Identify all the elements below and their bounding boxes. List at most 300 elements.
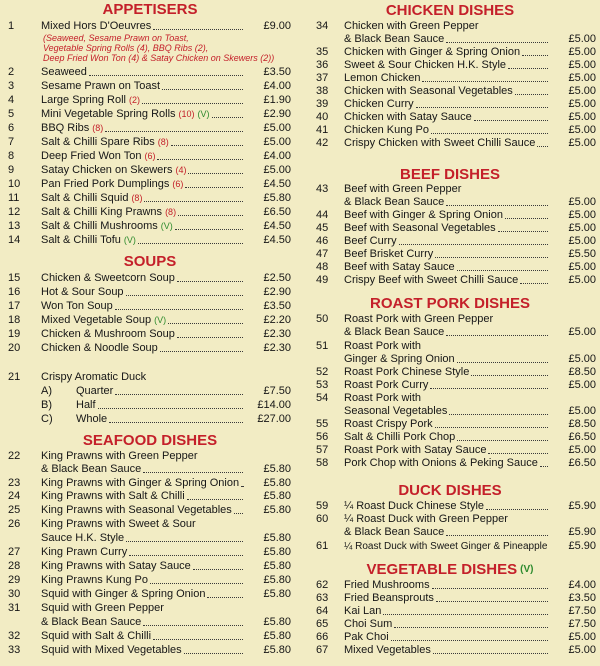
item-price: £5.80 [263,504,291,516]
dotted-leader [457,431,548,441]
menu-item [0,206,300,219]
item-name [41,371,146,384]
dotted-leader [143,616,243,626]
item-name-text: Lemon Chicken [344,72,421,84]
item-price: £7.50 [263,385,291,397]
item-description: (Seaweed, Sesame Prawn on Toast, [43,33,189,43]
item-price: £5.00 [568,72,596,84]
menu-item [0,630,300,643]
item-name-text: Pak Choi [344,631,389,643]
item-name-text: Chicken with Ginger & Spring Onion [344,46,521,58]
item-name-text: Sauce H.K. Style [41,532,125,544]
item-number: 65 [316,618,329,630]
dotted-leader [498,222,548,232]
item-number: 56 [316,431,329,443]
vegetarian-tag: (V) [197,109,210,119]
menu-item [300,326,600,339]
item-price: £2.30 [263,328,291,340]
menu-item [0,272,300,285]
dotted-leader [446,326,548,336]
menu-item [300,235,600,248]
dotted-leader [105,122,243,132]
menu-item [300,85,600,98]
item-name-text: & Black Bean Sauce [41,616,142,628]
menu-item [300,183,600,196]
item-number: 15 [8,272,21,284]
item-name [41,574,148,587]
item-price: £5.80 [263,574,291,586]
item-name [41,272,175,285]
item-name-text: Roast Pork with Satay Sauce [344,444,487,456]
item-number: 53 [316,379,329,391]
item-name-text: King Prawns with Sweet & Sour [41,518,196,530]
menu-item [0,342,300,355]
item-name-text: Roast Pork Curry [344,379,429,391]
item-name [344,209,503,222]
item-name-text: Roast Pork with [344,340,422,352]
item-quantity-note: (8) [165,207,177,217]
menu-item [300,457,600,470]
item-name-text: Chicken Curry [344,98,414,110]
dotted-leader [474,111,548,121]
item-name [344,72,420,85]
item-price: £4.50 [263,220,291,232]
menu-item [0,532,300,545]
item-number: 66 [316,631,329,643]
dotted-leader [520,274,548,284]
vegetarian-tag: (V) [123,235,136,245]
item-name-text: Salt & Chilli Pork Chop [344,431,456,443]
dotted-leader [449,405,548,415]
item-price: £5.80 [263,588,291,600]
item-name-text: Beef Curry [344,235,397,247]
dotted-leader [157,150,243,160]
item-name [344,379,428,392]
item-name [41,342,158,355]
item-price: £6.50 [568,457,596,469]
section-heading [300,2,600,19]
menu-item [300,540,600,553]
item-number: 47 [316,248,329,260]
dotted-leader [241,477,243,487]
section-heading-text: APPETISERS [102,1,198,18]
item-name-text: Beef with Satay Sauce [344,261,455,273]
item-price: £9.00 [263,20,291,32]
item-price: £5.00 [568,444,596,456]
item-name-text: Ginger & Spring Onion [344,353,455,365]
item-price: £5.50 [568,248,596,260]
menu-item [0,178,300,191]
menu-item [0,150,300,163]
item-name-text: Roast Crispy Pork [344,418,433,430]
dotted-leader [171,136,243,146]
item-quantity-note: (8) [131,193,143,203]
item-price: £3.50 [263,66,291,78]
item-name-text: Chicken & Mushroom Soup [41,328,175,340]
section-heading [300,295,600,312]
item-number: 4 [8,94,15,106]
item-name-text: Chicken with Satay Sauce [344,111,472,123]
item-name [344,366,469,379]
item-number: 1 [8,20,15,32]
item-number: 14 [8,234,21,246]
menu-item [300,222,600,235]
item-name-text: Sesame Prawn on Toast [41,80,161,92]
item-name-text: Squid with Mixed Vegetables [41,644,182,656]
item-number: 44 [316,209,329,221]
item-name-text: Seaweed [41,66,87,78]
item-quantity-note: (6) [144,151,156,161]
dotted-leader [153,20,243,30]
section-heading-text: ROAST PORK DISHES [369,295,531,312]
menu-item [300,353,600,366]
item-price: £5.80 [263,644,291,656]
item-name-text: Half [76,399,96,411]
section-heading-text: DUCK DISHES [398,482,502,499]
menu-item [0,602,300,615]
item-price: £5.00 [568,196,596,208]
dotted-leader [430,379,548,389]
item-number: 12 [8,206,21,218]
item-name-text: King Prawns with Ginger & Spring Onion [41,477,240,489]
menu-item [300,340,600,353]
item-name [344,326,444,339]
item-price: £5.00 [568,111,596,123]
menu-item [0,477,300,490]
item-number: 64 [316,605,329,617]
menu-item [0,328,300,341]
item-name [344,392,421,405]
item-price: £5.00 [568,405,596,417]
item-name [41,314,166,327]
dotted-leader [89,66,243,76]
item-name-text: Sweet & Sour Chicken H.K. Style [344,59,507,71]
item-price: £6.50 [568,431,596,443]
item-price: £5.80 [263,477,291,489]
item-number: 42 [316,137,329,149]
item-name-text: Whole [76,413,108,425]
dotted-leader [98,399,243,409]
item-name [41,94,140,107]
item-number: 17 [8,300,21,312]
item-price: £4.50 [263,234,291,246]
dotted-leader [143,463,243,473]
item-name-text: King Prawns with Salt & Chilli [41,490,185,502]
item-number: 13 [8,220,21,232]
item-name [41,463,141,476]
item-name [344,85,513,98]
item-number: A) [41,385,52,397]
dotted-leader [142,94,243,104]
item-name [344,222,496,235]
item-name [344,631,389,644]
item-number: 54 [316,392,329,404]
vegetarian-tag: (V) [520,564,534,575]
menu-item [0,20,300,33]
item-name [41,136,169,149]
menu-item [0,560,300,573]
item-price: £5.80 [263,490,291,502]
menu-item [300,418,600,431]
item-name [41,616,141,629]
item-price: £5.00 [568,46,596,58]
item-number: 28 [8,560,21,572]
item-number: 49 [316,274,329,286]
item-price: £2.90 [263,286,291,298]
item-name-text: & Black Bean Sauce [344,526,445,538]
item-name-text: Choi Sum [344,618,393,630]
dotted-leader [488,444,548,454]
item-price: £5.80 [263,463,291,475]
item-number: 55 [316,418,329,430]
menu-item [0,314,300,327]
item-name [344,418,433,431]
item-name-text: Chicken Kung Po [344,124,429,136]
dotted-leader [126,286,243,296]
item-price: £5.00 [568,222,596,234]
item-name-text: Hot & Sour Soup [41,286,124,298]
item-name [41,504,232,517]
item-name-text: Beef Brisket Curry [344,248,434,260]
dotted-leader [446,33,548,43]
dotted-leader [175,220,243,230]
menu-item [0,122,300,135]
item-name-text: Crispy Aromatic Duck [41,371,147,383]
item-quantity-note: (10) [178,109,195,119]
item-name [344,513,508,526]
item-price: £5.00 [568,353,596,365]
item-name [344,183,461,196]
item-name [344,526,444,539]
dotted-leader [515,85,548,95]
item-number: 35 [316,46,329,58]
dotted-leader [138,234,243,244]
dotted-leader [153,630,243,640]
item-name-text: Roast Pork with [344,392,422,404]
menu-item [0,546,300,559]
item-name [41,66,87,79]
item-number: 40 [316,111,329,123]
item-name [41,20,151,33]
dotted-leader [435,418,548,428]
menu-item [300,20,600,33]
dotted-leader [207,588,243,598]
item-name-text: Salt & Chilli King Prawns [41,206,163,218]
item-number: 23 [8,477,21,489]
item-name-text: Won Ton Soup [41,300,113,312]
item-quantity-note: (6) [172,179,184,189]
item-name-text: Mixed Vegetables [344,644,431,656]
item-name-text: King Prawns with Satay Sauce [41,560,191,572]
item-name [344,111,472,124]
menu-item [300,444,600,457]
item-name [344,405,447,418]
section-heading [0,253,300,270]
item-number: 57 [316,444,329,456]
item-name [344,235,397,248]
dotted-leader [177,328,243,338]
dotted-leader [522,46,548,56]
item-price: £5.80 [263,616,291,628]
item-price: £5.00 [568,274,596,286]
item-price: £5.80 [263,630,291,642]
section-heading [0,432,300,449]
item-name [41,450,198,463]
item-name [344,579,430,592]
item-name-text: Quarter [76,385,114,397]
item-quantity-note: (2) [129,95,140,105]
item-number: 5 [8,108,15,120]
menu-item [0,385,300,398]
item-number: 26 [8,518,21,530]
item-price: £8.50 [568,418,596,430]
item-price: £5.00 [263,122,291,134]
dotted-leader [168,314,243,324]
item-name-text: Mini Vegetable Spring Rolls [41,108,176,120]
dotted-leader [391,631,548,641]
item-name-text: Fried Mushrooms [344,579,430,591]
item-number: 2 [8,66,15,78]
dotted-leader [383,605,548,615]
dotted-leader [188,164,243,174]
dotted-leader [446,526,548,536]
item-name [41,630,151,643]
item-quantity-note: (8) [157,137,169,147]
item-name [344,248,433,261]
item-name [344,605,381,618]
item-name [344,124,429,137]
item-number: 34 [316,20,329,32]
item-name-text: Fried Beansprouts [344,592,434,604]
item-name-text: Salt & Chilli Tofu [41,234,121,246]
item-number: 29 [8,574,21,586]
item-name-text: Salt & Chilli Spare Ribs [41,136,155,148]
item-name-text: ¼ Roast Duck Chinese Style [344,500,485,512]
dotted-leader [178,206,243,216]
dotted-leader [184,644,243,654]
item-name [344,340,421,353]
item-quantity-note: (8) [92,123,104,133]
item-number: 32 [8,630,21,642]
item-name-text: Mixed Vegetable Soup [41,314,152,326]
menu-item [300,592,600,605]
menu-item [300,59,600,72]
item-name [344,618,392,631]
menu-item [0,164,300,177]
item-number: 52 [316,366,329,378]
item-number: 36 [316,59,329,71]
item-name-text: Kai Lan [344,605,382,617]
item-name [344,261,455,274]
dotted-leader [109,413,243,423]
dotted-leader [432,579,548,589]
dotted-leader [457,261,548,271]
menu-item [300,98,600,111]
item-name-text: Salt & Chilli Mushrooms [41,220,158,232]
item-price: £5.90 [568,540,596,552]
item-name [41,234,136,247]
item-name-text: King Prawns Kung Po [41,574,149,586]
menu-item [300,579,600,592]
dotted-leader [394,618,548,628]
menu-item [300,513,600,526]
item-name [41,108,210,121]
item-name [344,457,538,470]
item-name-text: & Black Bean Sauce [344,33,445,45]
dotted-leader [436,592,548,602]
item-name [344,196,444,209]
item-name [41,192,142,205]
item-number: 21 [8,371,21,383]
item-number: 20 [8,342,21,354]
item-price: £8.50 [568,366,596,378]
item-price: £5.00 [568,59,596,71]
section-heading-text: SEAFOOD DISHES [82,432,218,449]
section-heading [300,482,600,499]
item-name [76,413,107,426]
dotted-leader [505,209,548,219]
item-name-text: Chicken with Green Pepper [344,20,479,32]
dotted-leader [508,59,548,69]
item-name-text: Roast Pork with Green Pepper [344,313,494,325]
item-name-text: Chicken & Noodle Soup [41,342,158,354]
item-quantity-note: (4) [175,165,187,175]
item-number: 19 [8,328,21,340]
dotted-leader [471,366,548,376]
dotted-leader [486,500,548,510]
item-price: £1.90 [263,94,291,106]
item-price: £5.00 [568,379,596,391]
item-name [41,150,155,163]
item-number: C) [41,413,53,425]
item-price: £5.00 [568,261,596,273]
menu-item [300,379,600,392]
item-name-text: Squid with Green Pepper [41,602,164,614]
menu-item [0,490,300,503]
item-name [344,20,479,33]
item-name-text: Seasonal Vegetables [344,405,448,417]
item-name-text: Pan Fried Pork Dumplings [41,178,170,190]
dotted-leader [416,98,548,108]
item-name-text: Satay Chicken on Skewers [41,164,173,176]
dotted-leader [446,196,548,206]
item-number: 3 [8,80,15,92]
item-name [41,560,191,573]
item-number: 27 [8,546,21,558]
item-number: 48 [316,261,329,273]
item-number: 33 [8,644,21,656]
menu-item [0,286,300,299]
item-name-text: Beef with Seasonal Vegetables [344,222,496,234]
item-description: Vegetable Spring Rolls (4), BBQ Ribs (2), [43,43,209,53]
item-price: £5.90 [568,526,596,538]
item-name [41,122,103,135]
item-name-text: BBQ Ribs [41,122,90,134]
item-price: £7.50 [568,605,596,617]
item-price: £4.00 [568,579,596,591]
item-price: £2.30 [263,342,291,354]
item-number: 67 [316,644,329,656]
vegetarian-tag: (V) [154,315,167,325]
menu-item [0,66,300,79]
menu-item [0,504,300,517]
dotted-leader [540,457,548,467]
item-price: £5.00 [263,136,291,148]
item-price: £5.00 [568,209,596,221]
menu-item [300,33,600,46]
item-price: £5.00 [568,124,596,136]
menu-item [300,261,600,274]
